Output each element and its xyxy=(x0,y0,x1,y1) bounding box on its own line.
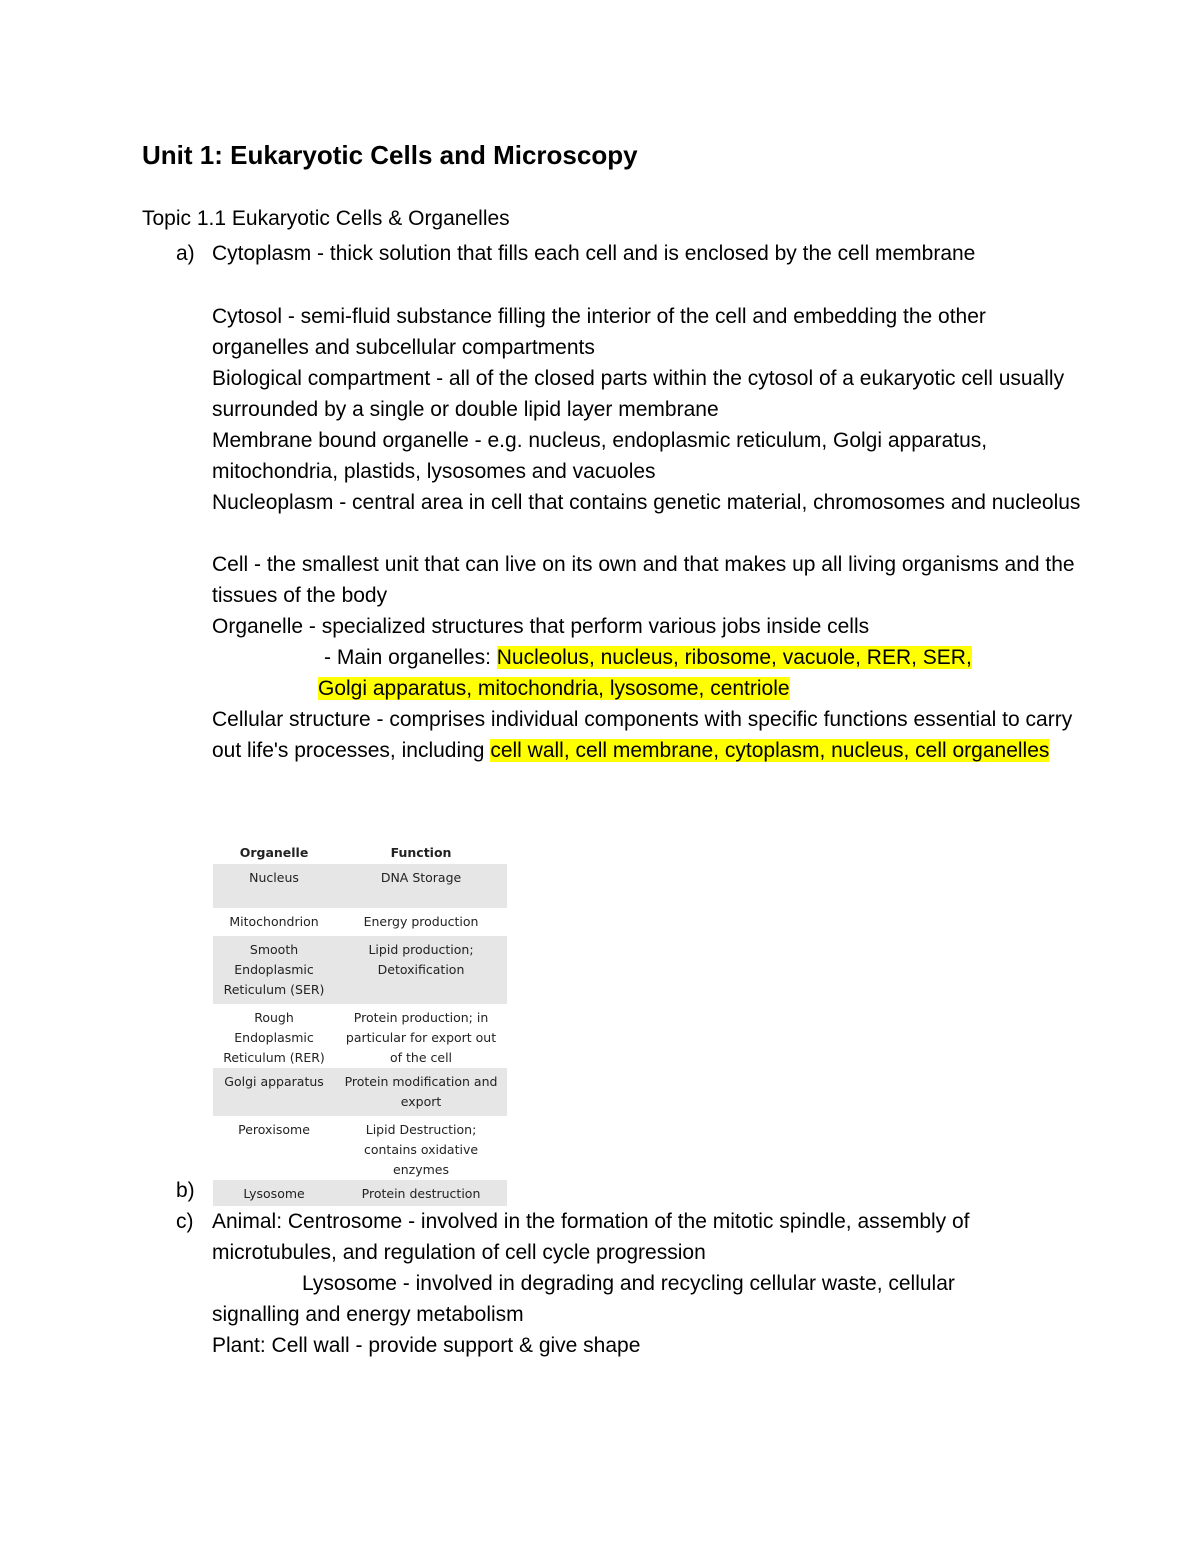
function-cell: Protein production; in particular for export out of the cell xyxy=(345,1010,497,1065)
organelle-function-table xyxy=(213,840,507,1206)
organelle-cell: Peroxisome xyxy=(238,1122,310,1137)
definition-plant-cell-wall: Plant: Cell wall - provide support & give shape xyxy=(212,1334,641,1357)
definition-biological-compartment: Biological compartment - all of the closed parts within the cytosol of a eukaryotic cell usually surrounded by a single or double lipid layer membrane xyxy=(212,367,1065,421)
table-row xyxy=(213,864,507,908)
organelle-cell: Rough Endoplasmic Reticulum (RER) xyxy=(223,1010,325,1065)
function-cell: Protein destruction xyxy=(335,1180,507,1206)
definition-nucleoplasm: Nucleoplasm - central area in cell that contains genetic material, chromosomes and nucleolus xyxy=(212,491,1081,514)
cellular-structure-text: Cellular structure - comprises individual components with specific functions essential to carry out life's processes, including xyxy=(212,708,1073,762)
function-cell: DNA Storage xyxy=(335,864,507,908)
function-cell: Protein modification and export xyxy=(335,1068,507,1116)
table-row xyxy=(213,1068,507,1116)
main-organelles-prefix: - Main organelles: xyxy=(324,646,497,669)
main-organelles-line2 xyxy=(318,673,790,704)
table-row xyxy=(213,936,507,1004)
table-row xyxy=(213,1180,507,1206)
table-header-organelle: Organelle xyxy=(239,844,309,860)
function-cell: Lipid Destruction; contains oxidative enzymes xyxy=(363,1122,479,1177)
main-organelles-highlight-2: Golgi apparatus, mitochondria, lysosome, centriole xyxy=(318,677,790,700)
main-organelles-highlight-1: Nucleolus, nucleus, ribosome, vacuole, RER, SER, xyxy=(496,646,972,669)
page-title: Unit 1: Eukaryotic Cells and Microscopy xyxy=(142,140,638,170)
function-cell: Energy production xyxy=(363,914,479,929)
organelle-cell: Smooth Endoplasmic Reticulum (SER) xyxy=(213,936,335,1004)
table-row xyxy=(213,1116,507,1180)
list-marker-b: b) xyxy=(176,1179,195,1202)
organelle-cell: Golgi apparatus xyxy=(213,1068,335,1116)
list-marker-c: c) xyxy=(176,1210,194,1233)
definition-cellular-structure xyxy=(212,704,1082,766)
organelle-cell: Lysosome xyxy=(213,1180,335,1206)
definition-lysosome-line2: signalling and energy metabolism xyxy=(212,1303,524,1326)
definition-cytoplasm: Cytoplasm - thick solution that fills each cell and is enclosed by the cell membrane xyxy=(212,242,976,265)
list-marker-a: a) xyxy=(176,242,195,265)
table-header-function: Function xyxy=(390,844,452,860)
organelle-cell: Nucleus xyxy=(213,864,335,908)
definition-membrane-bound-organelle: Membrane bound organelle - e.g. nucleus, endoplasmic reticulum, Golgi apparatus, mitochondria, plastids, lysosomes and vacuoles xyxy=(212,429,988,483)
table-row xyxy=(213,908,507,936)
definition-animal-centrosome: Animal: Centrosome - involved in the formation of the mitotic spindle, assembly of microtubules, and regulation of cell cycle progression xyxy=(212,1210,970,1264)
definition-lysosome-line1: Lysosome - involved in degrading and recycling cellular waste, cellular xyxy=(302,1272,955,1295)
function-cell: Lipid production; Detoxification xyxy=(335,936,507,1004)
cellular-structure-highlight: cell wall, cell membrane, cytoplasm, nucleus, cell organelles xyxy=(490,739,1050,762)
topic-heading: Topic 1.1 Eukaryotic Cells & Organelles xyxy=(142,207,510,230)
definition-cytosol: Cytosol - semi-fluid substance filling the interior of the cell and embedding the other organelles and subcellular compartments xyxy=(212,305,986,359)
main-organelles-line1 xyxy=(324,642,972,673)
table-row xyxy=(213,1004,507,1068)
organelle-cell: Mitochondrion xyxy=(229,914,319,929)
definition-cell: Cell - the smallest unit that can live on its own and that makes up all living organisms and the tissues of the body xyxy=(212,553,1075,607)
definition-organelle: Organelle - specialized structures that perform various jobs inside cells xyxy=(212,615,870,638)
